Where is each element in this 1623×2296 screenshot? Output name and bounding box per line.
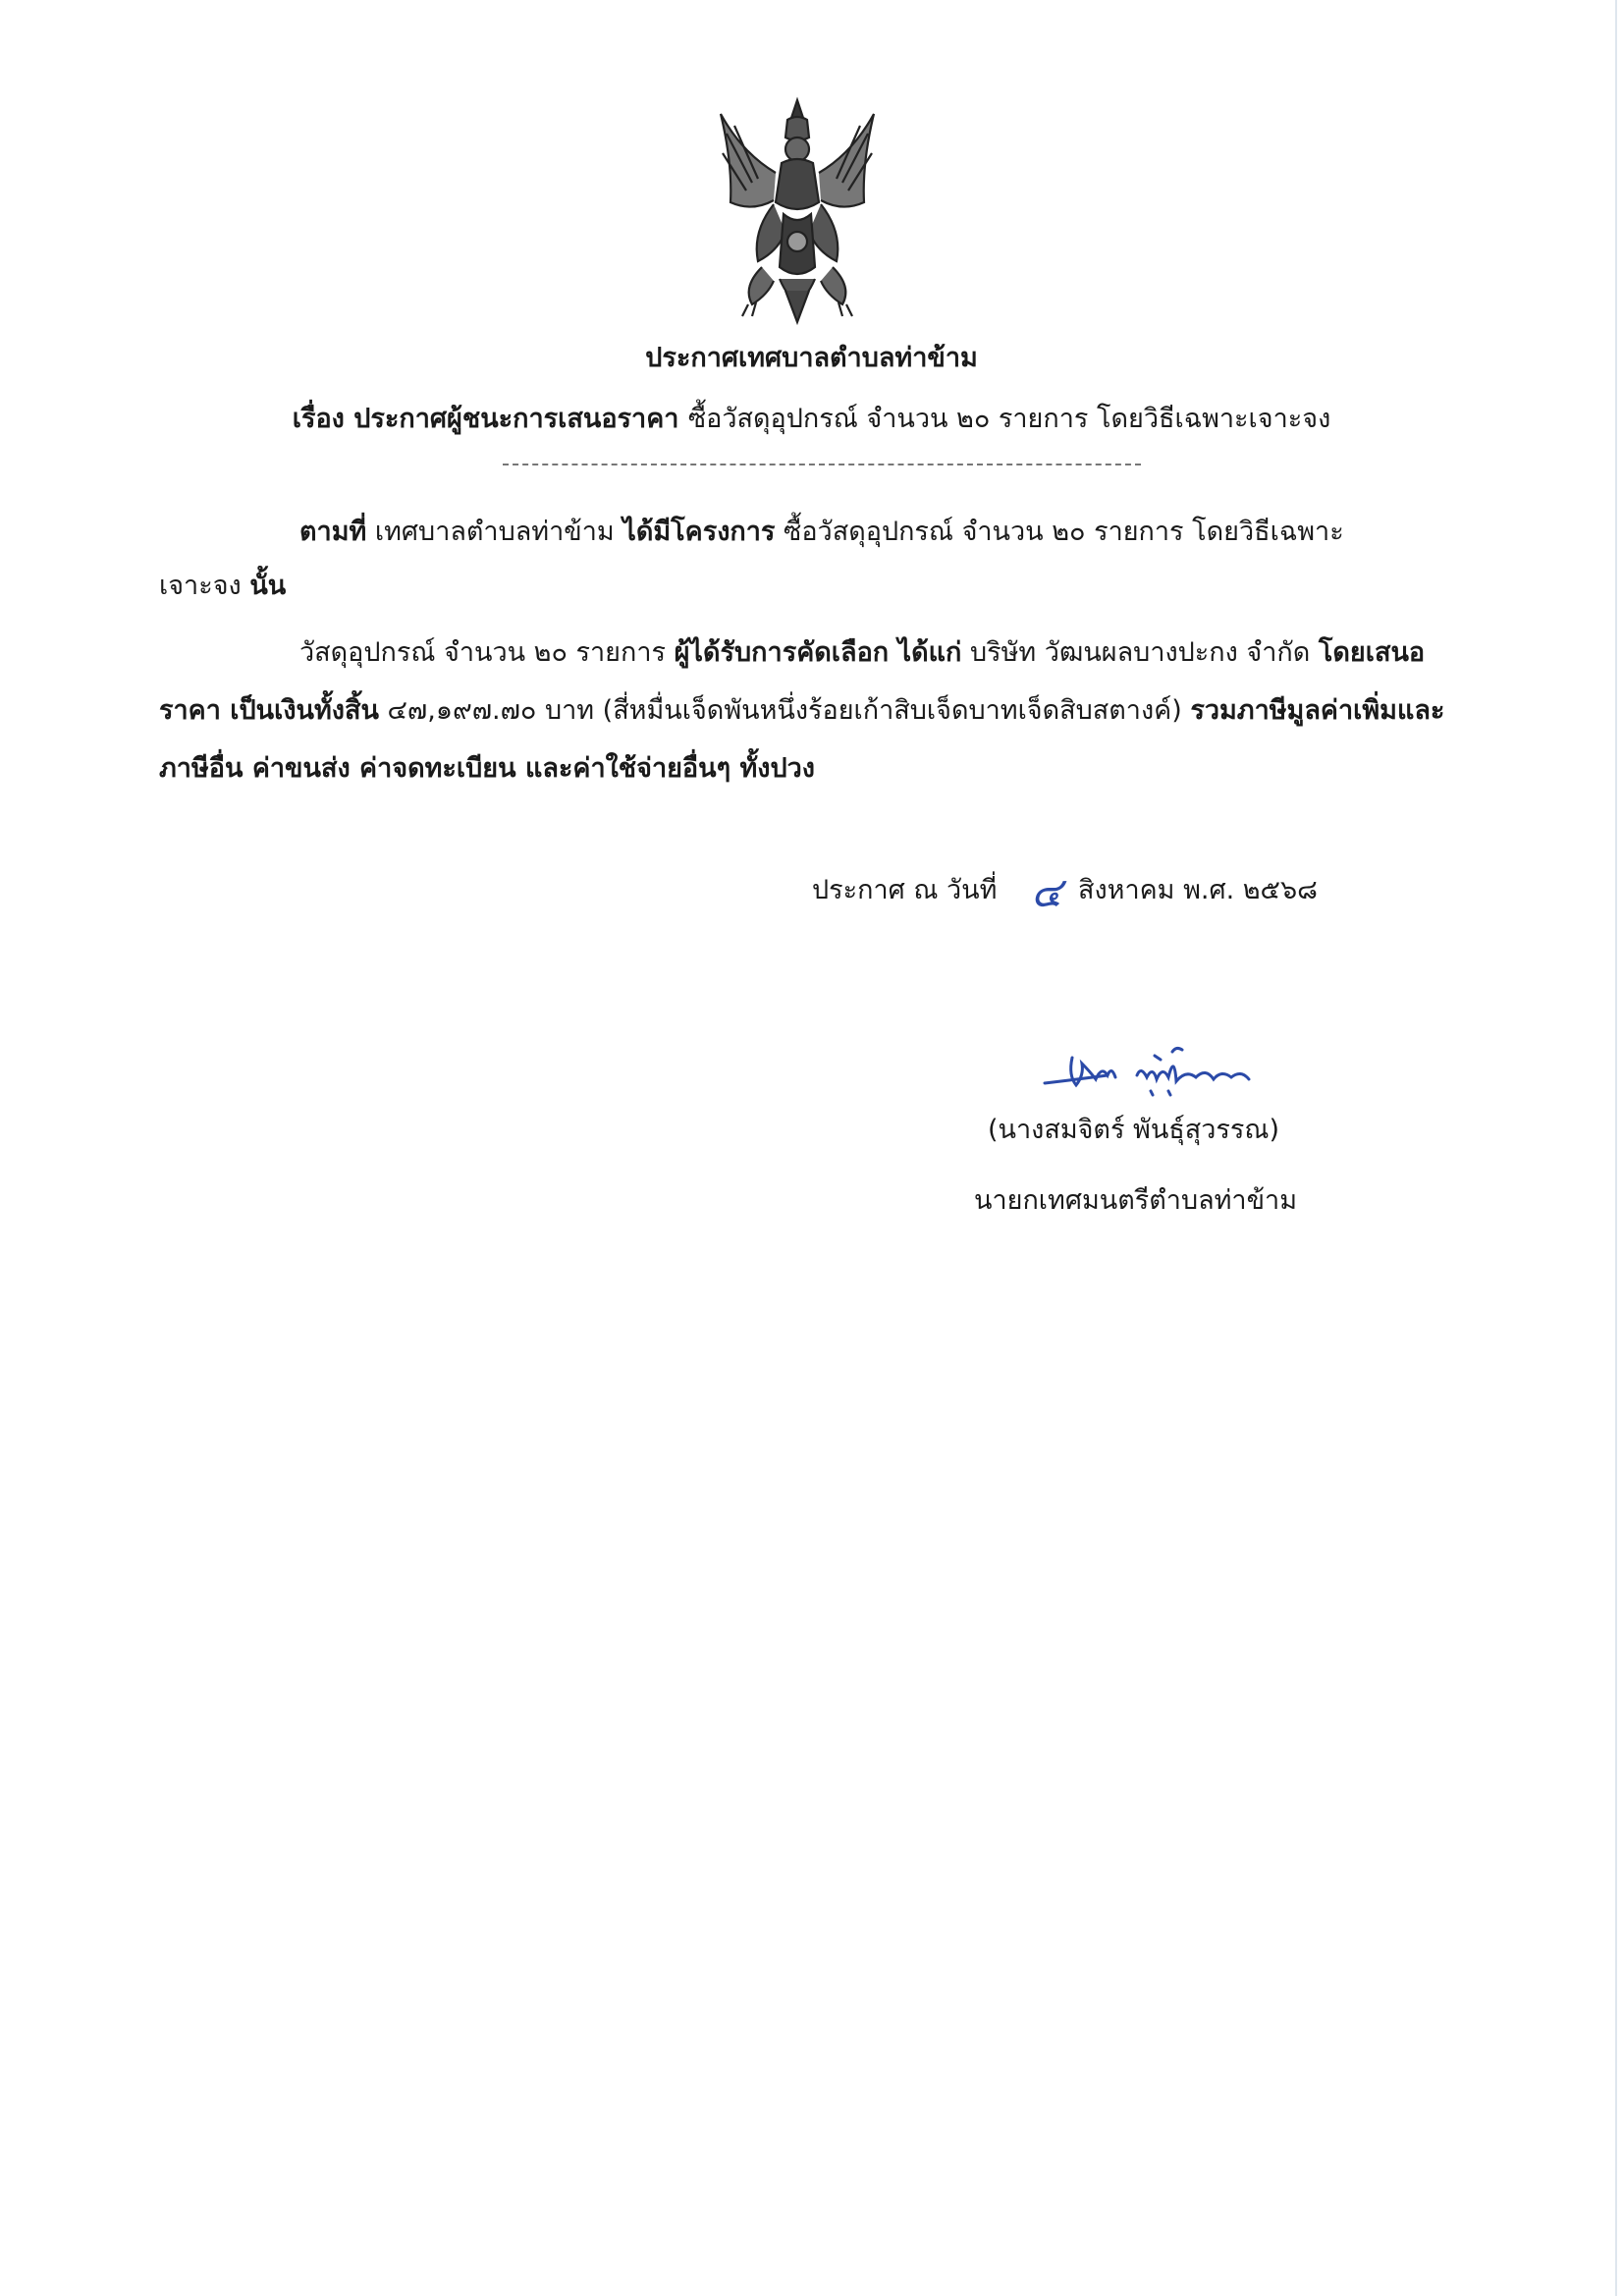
p2-vat: รวมภาษีมูลค่าเพิ่มและ <box>1190 695 1445 726</box>
p1-text: ซื้อวัสดุอุปกรณ์ จำนวน ๒๐ รายการ โดยวิธีเฉพาะ <box>784 517 1344 547</box>
p1-org: เทศบาลตำบลท่าข้าม <box>374 517 615 547</box>
p1-label: ตามที่ <box>299 517 367 547</box>
paragraph-1-line-1 <box>299 516 1344 549</box>
p2-selected: ผู้ได้รับการคัดเลือก ได้แก่ <box>674 637 962 668</box>
signer-position: นายกเทศมนตรีตำบลท่าข้าม <box>974 1185 1297 1216</box>
signer-name: (นางสมจิตร์ พันธุ์สุวรรณ) <box>988 1115 1280 1145</box>
p2-item: วัสดุอุปกรณ์ จำนวน ๒๐ รายการ <box>299 637 667 668</box>
announcement-title: ประกาศเทศบาลตำบลท่าข้าม <box>645 343 978 373</box>
paragraph-2-line-3: ภาษีอื่น ค่าขนส่ง ค่าจดทะเบียน และค่าใช้จ่ายอื่นๆ ทั้งปวง <box>159 753 815 784</box>
paragraph-1-line-2 <box>159 570 286 603</box>
announcement-subject <box>0 397 1623 439</box>
divider <box>503 464 1141 465</box>
p2-company: บริษัท วัฒนผลบางปะกง จำกัด <box>969 637 1311 668</box>
date-day: ๔ <box>1031 868 1062 916</box>
p2-amount: ๔๗,๑๙๗.๗๐ บาท (สี่หมื่นเจ็ดพันหนึ่งร้อยเก้าสิบเจ็ดบาทเจ็ดสิบสตางค์) <box>387 695 1182 726</box>
p2-price-label: ราคา เป็นเงินทั้งสิ้น <box>159 695 379 726</box>
p1-cont: เจาะจง <box>159 571 242 601</box>
subject-text: ซื้อวัสดุอุปกรณ์ จำนวน ๒๐ รายการ โดยวิธีเฉพาะเจาะจง <box>687 404 1331 434</box>
p2-offer: โดยเสนอ <box>1318 637 1426 668</box>
p1-mid: ได้มีโครงการ <box>622 517 776 547</box>
date-prefix: ประกาศ ณ วันที่ <box>812 875 998 905</box>
signature <box>1039 1036 1284 1105</box>
p1-end: นั้น <box>249 571 287 601</box>
paragraph-2-line-2 <box>159 694 1444 728</box>
paragraph-2-line-1 <box>299 636 1425 670</box>
subject-label: เรื่อง ประกาศผู้ชนะการเสนอราคา <box>292 404 679 434</box>
date-rest: สิงหาคม พ.ศ. ๒๕๖๘ <box>1078 875 1318 905</box>
garuda-emblem <box>713 94 882 326</box>
